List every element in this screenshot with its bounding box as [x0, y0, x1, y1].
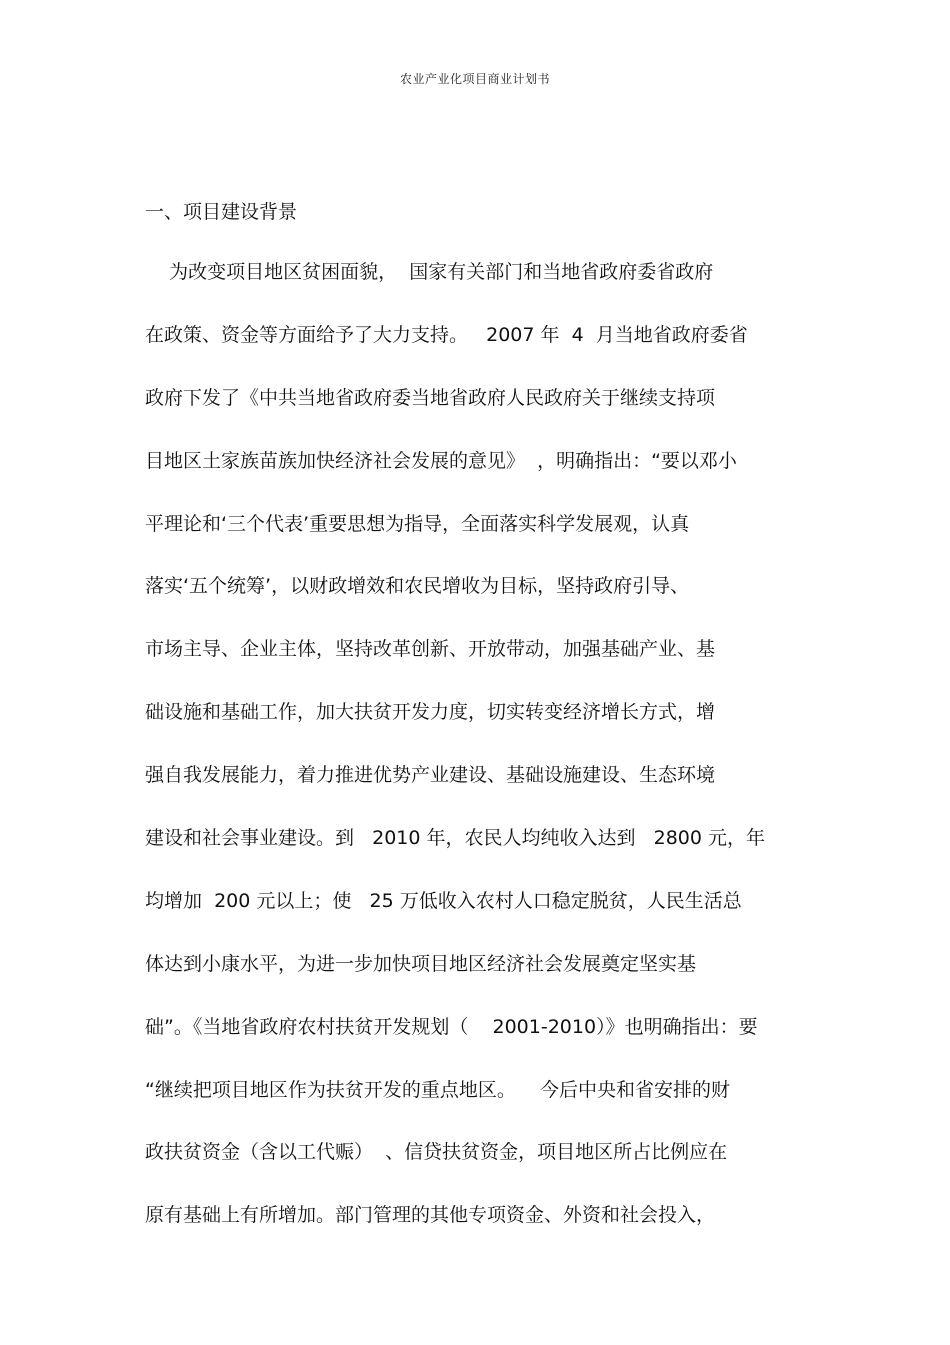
text-line: 础设施和基础工作，加大扶贫开发力度，切实转变经济增长方式，增 [145, 701, 716, 724]
text-line: 落实‘五个统筹’，以财政增效和农民增收为目标，坚持政府引导、 [145, 575, 690, 598]
body-text [145, 258, 825, 1264]
text-line: 市场主导、企业主体，坚持改革创新、开放带动，加强基础产业、基 [145, 638, 716, 661]
text-line: 政府下发了《中共当地省政府委当地省政府人民政府关于继续支持项 [145, 386, 716, 409]
text-line: 原有基础上有所增加。部门管理的其他专项资金、外资和社会投入， [145, 1204, 716, 1227]
text-line: 政扶贫资金（含以工代赈） 、信贷扶贫资金，项目地区所占比例应在 [145, 1141, 728, 1164]
text-line: 在政策、资金等方面给予了大力支持。 2007 年 4 月当地省政府委省 [145, 323, 748, 346]
text-line: “继续把项目地区作为扶贫开发的重点地区。 今后中央和省安排的财 [145, 1078, 731, 1101]
text-line: 强自我发展能力，着力推进优势产业建设、基础设施建设、生态环境 [145, 764, 716, 787]
text-line: 建设和社会事业建设。到 2010 年，农民人均纯收入达到 2800 元，年 [145, 827, 766, 850]
section-heading: 一、项目建设背景 [145, 201, 298, 223]
running-header: 农业产业化项目商业计划书 [399, 72, 550, 86]
text-line: 础”。《当地省政府农村扶贫开发规划（ 2001-2010）》也明确指出：要 [145, 1015, 758, 1038]
text-line: 目地区土家族苗族加快经济社会发展的意见》 ，明确指出：“要以邓小 [145, 449, 737, 472]
text-line: 均增加 200 元以上；使 25 万低收入农村人口稳定脱贫，人民生活总 [145, 889, 742, 912]
text-line: 为改变项目地区贫困面貌， 国家有关部门和当地省政府委省政府 [145, 261, 714, 283]
text-line: 体达到小康水平，为进一步加快项目地区经济社会发展奠定坚实基 [145, 952, 697, 975]
text-line: 平理论和‘三个代表’重要思想为指导，全面落实科学发展观，认真 [145, 512, 690, 535]
